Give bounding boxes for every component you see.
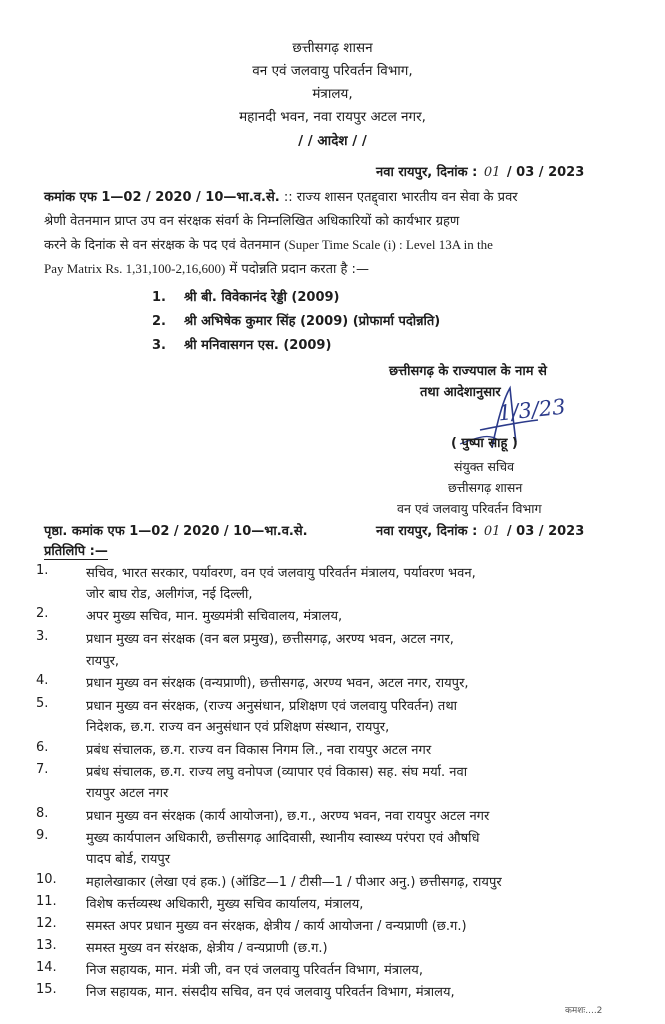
copy-number: 1. bbox=[36, 563, 49, 578]
endorsement-day-handwritten: 01 bbox=[483, 524, 501, 539]
copy-recipient: समस्त मुख्य वन संरक्षक, क्षेत्रीय / वन्यप्राणी (छ.ग.) bbox=[86, 941, 328, 956]
endorsement-date bbox=[376, 521, 584, 539]
signatory-name: ( पुष्पा साहू ) bbox=[451, 436, 518, 451]
copy-recipient: प्रधान मुख्य वन संरक्षक (वन बल प्रमुख), छत्तीसगढ़, अरण्य भवन, अटल नगर, bbox=[86, 632, 454, 647]
promotion-number: 3. bbox=[152, 338, 166, 353]
copy-recipient: निज सहायक, मान. संसदीय सचिव, वन एवं जलवायु परिवर्तन विभाग, मंत्रालय, bbox=[86, 985, 455, 1000]
promotion-item bbox=[152, 311, 440, 329]
copy-number: 5. bbox=[36, 696, 49, 711]
copy-recipient: सचिव, भारत सरकार, पर्यावरण, वन एवं जलवायु परिवर्तन मंत्रालय, पर्यावरण भवन, bbox=[86, 566, 476, 581]
signature-date: 1/3/23 bbox=[496, 394, 567, 426]
govt-name: छत्तीसगढ़ शासन bbox=[292, 40, 373, 56]
order-title: / / आदेश / / bbox=[298, 133, 367, 149]
copy-recipient-cont: रायपुर अटल नगर bbox=[86, 786, 169, 801]
officer-name: श्री अभिषेक कुमार सिंह (2009) (प्रोफार्मा पदोन्नति) bbox=[184, 314, 441, 329]
copy-number: 9. bbox=[36, 828, 49, 843]
promotion-number: 2. bbox=[152, 314, 166, 329]
copy-number: 8. bbox=[36, 806, 49, 821]
copy-to-label: प्रतिलिपि :— bbox=[44, 544, 108, 559]
copy-recipient-cont: रायपुर, bbox=[86, 654, 120, 669]
ministry-name: मंत्रालय, bbox=[312, 86, 353, 102]
date-day-handwritten: 01 bbox=[483, 165, 501, 180]
order-line-3-text: करने के दिनांक से वन संरक्षक के पद एवं वेतनमान bbox=[44, 238, 281, 253]
copy-recipient: प्रबंध संचालक, छ.ग. राज्य लघु वनोपज (व्यापार एवं विकास) सह. संघ मर्या. नवा bbox=[86, 765, 468, 780]
order-line-1 bbox=[44, 187, 518, 205]
copy-number: 3. bbox=[36, 629, 49, 644]
copy-recipient: प्रधान मुख्य वन संरक्षक (कार्य आयोजना), छ.ग., अरण्य भवन, नवा रायपुर अटल नगर bbox=[86, 809, 490, 824]
promotion-item bbox=[152, 335, 331, 353]
copy-number: 6. bbox=[36, 740, 49, 755]
promotion-item bbox=[152, 287, 340, 305]
copy-recipient: अपर मुख्य सचिव, मान. मुख्यमंत्री सचिवालय, मंत्रालय, bbox=[86, 609, 343, 624]
date-rest: / 03 / 2023 bbox=[506, 165, 585, 180]
order-date bbox=[376, 162, 584, 180]
order-line-2: श्रेणी वेतनमान प्राप्त उप वन संरक्षक संवर्ग के निम्नलिखित अधिकारियों को कार्यभार ग्रहण bbox=[44, 214, 460, 229]
copy-recipient: मुख्य कार्यपालन अधिकारी, छत्तीसगढ़ आदिवासी, स्थानीय स्वास्थ्य परंपरा एवं औषधि bbox=[86, 831, 480, 846]
authority-line-2: तथा आदेशानुसार bbox=[420, 385, 501, 400]
copy-recipient: प्रधान मुख्य वन संरक्षक (वन्यप्राणी), छत्तीसगढ़, अरण्य भवन, अटल नगर, रायपुर, bbox=[86, 676, 469, 691]
endorsement-date-prefix: नवा रायपुर, दिनांक : bbox=[376, 524, 478, 539]
continued-marker: कमशः....2 bbox=[565, 1006, 603, 1016]
order-line-1-text: :: राज्य शासन एतद्द्वारा भारतीय वन सेवा के प्रवर bbox=[283, 190, 518, 205]
copy-number: 12. bbox=[36, 916, 57, 931]
copy-recipient: प्रबंध संचालक, छ.ग. राज्य वन विकास निगम लि., नवा रायपुर अटल नगर bbox=[86, 743, 432, 758]
copy-number: 2. bbox=[36, 606, 49, 621]
copy-number: 11. bbox=[36, 894, 57, 909]
endorsement-reference: पृष्ठा. कमांक एफ 1—02 / 2020 / 10—भा.व.से. bbox=[44, 524, 308, 539]
copy-number: 13. bbox=[36, 938, 57, 953]
copy-number: 7. bbox=[36, 762, 49, 777]
copy-recipient-cont: जोर बाघ रोड, अलीगंज, नई दिल्ली, bbox=[86, 587, 253, 602]
signatory-dept: वन एवं जलवायु परिवर्तन विभाग bbox=[397, 501, 542, 516]
authority-line-1: छत्तीसगढ़ के राज्यपाल के नाम से bbox=[389, 364, 547, 379]
order-line-4 bbox=[44, 259, 369, 277]
copy-number: 15. bbox=[36, 982, 57, 997]
signatory-designation: संयुक्त सचिव bbox=[454, 459, 515, 474]
copy-recipient: महालेखाकार (लेखा एवं हक.) (ऑडिट—1 / टीसी—1 / पीआर अनु.) छत्तीसगढ़, रायपुर bbox=[86, 875, 502, 890]
officer-name: श्री बी. विवेकानंद रेड्डी (2009) bbox=[184, 290, 340, 305]
office-address: महानदी भवन, नवा रायपुर अटल नगर, bbox=[239, 109, 426, 125]
copy-number: 14. bbox=[36, 960, 57, 975]
order-line-3 bbox=[44, 235, 493, 253]
copy-recipient: प्रधान मुख्य वन संरक्षक, (राज्य अनुसंधान, प्रशिक्षण एवं जलवायु परिवर्तन) तथा bbox=[86, 699, 457, 714]
endorsement-date-rest: / 03 / 2023 bbox=[506, 524, 585, 539]
date-prefix: नवा रायपुर, दिनांक : bbox=[376, 165, 478, 180]
copy-number: 4. bbox=[36, 673, 49, 688]
pay-scale-text: (Super Time Scale (i) : Level 13A in the bbox=[284, 237, 493, 252]
copy-number: 10. bbox=[36, 872, 57, 887]
pay-matrix-text: Pay Matrix Rs. 1,31,100-2,16,600) bbox=[44, 261, 226, 276]
copy-recipient: निज सहायक, मान. मंत्री जी, वन एवं जलवायु परिवर्तन विभाग, मंत्रालय, bbox=[86, 963, 423, 978]
department-name: वन एवं जलवायु परिवर्तन विभाग, bbox=[252, 63, 413, 79]
order-reference: कमांक एफ 1—02 / 2020 / 10—भा.व.से. bbox=[44, 190, 280, 205]
officer-name: श्री मनिवासगन एस. (2009) bbox=[184, 338, 332, 353]
signatory-govt: छत्तीसगढ़ शासन bbox=[448, 480, 523, 495]
copy-recipient-cont: पादप बोर्ड, रायपुर bbox=[86, 852, 171, 867]
promotion-number: 1. bbox=[152, 290, 166, 305]
order-line-4-text: में पदोन्नति प्रदान करता है :— bbox=[229, 262, 369, 277]
copy-recipient-cont: निदेशक, छ.ग. राज्य वन अनुसंधान एवं प्रशिक्षण संस्थान, रायपुर, bbox=[86, 720, 390, 735]
copy-recipient: विशेष कर्त्तव्यस्थ अधिकारी, मुख्य सचिव कार्यालय, मंत्रालय, bbox=[86, 897, 364, 912]
copy-recipient: समस्त अपर प्रधान मुख्य वन संरक्षक, क्षेत्रीय / कार्य आयोजना / वन्यप्राणी (छ.ग.) bbox=[86, 919, 467, 934]
